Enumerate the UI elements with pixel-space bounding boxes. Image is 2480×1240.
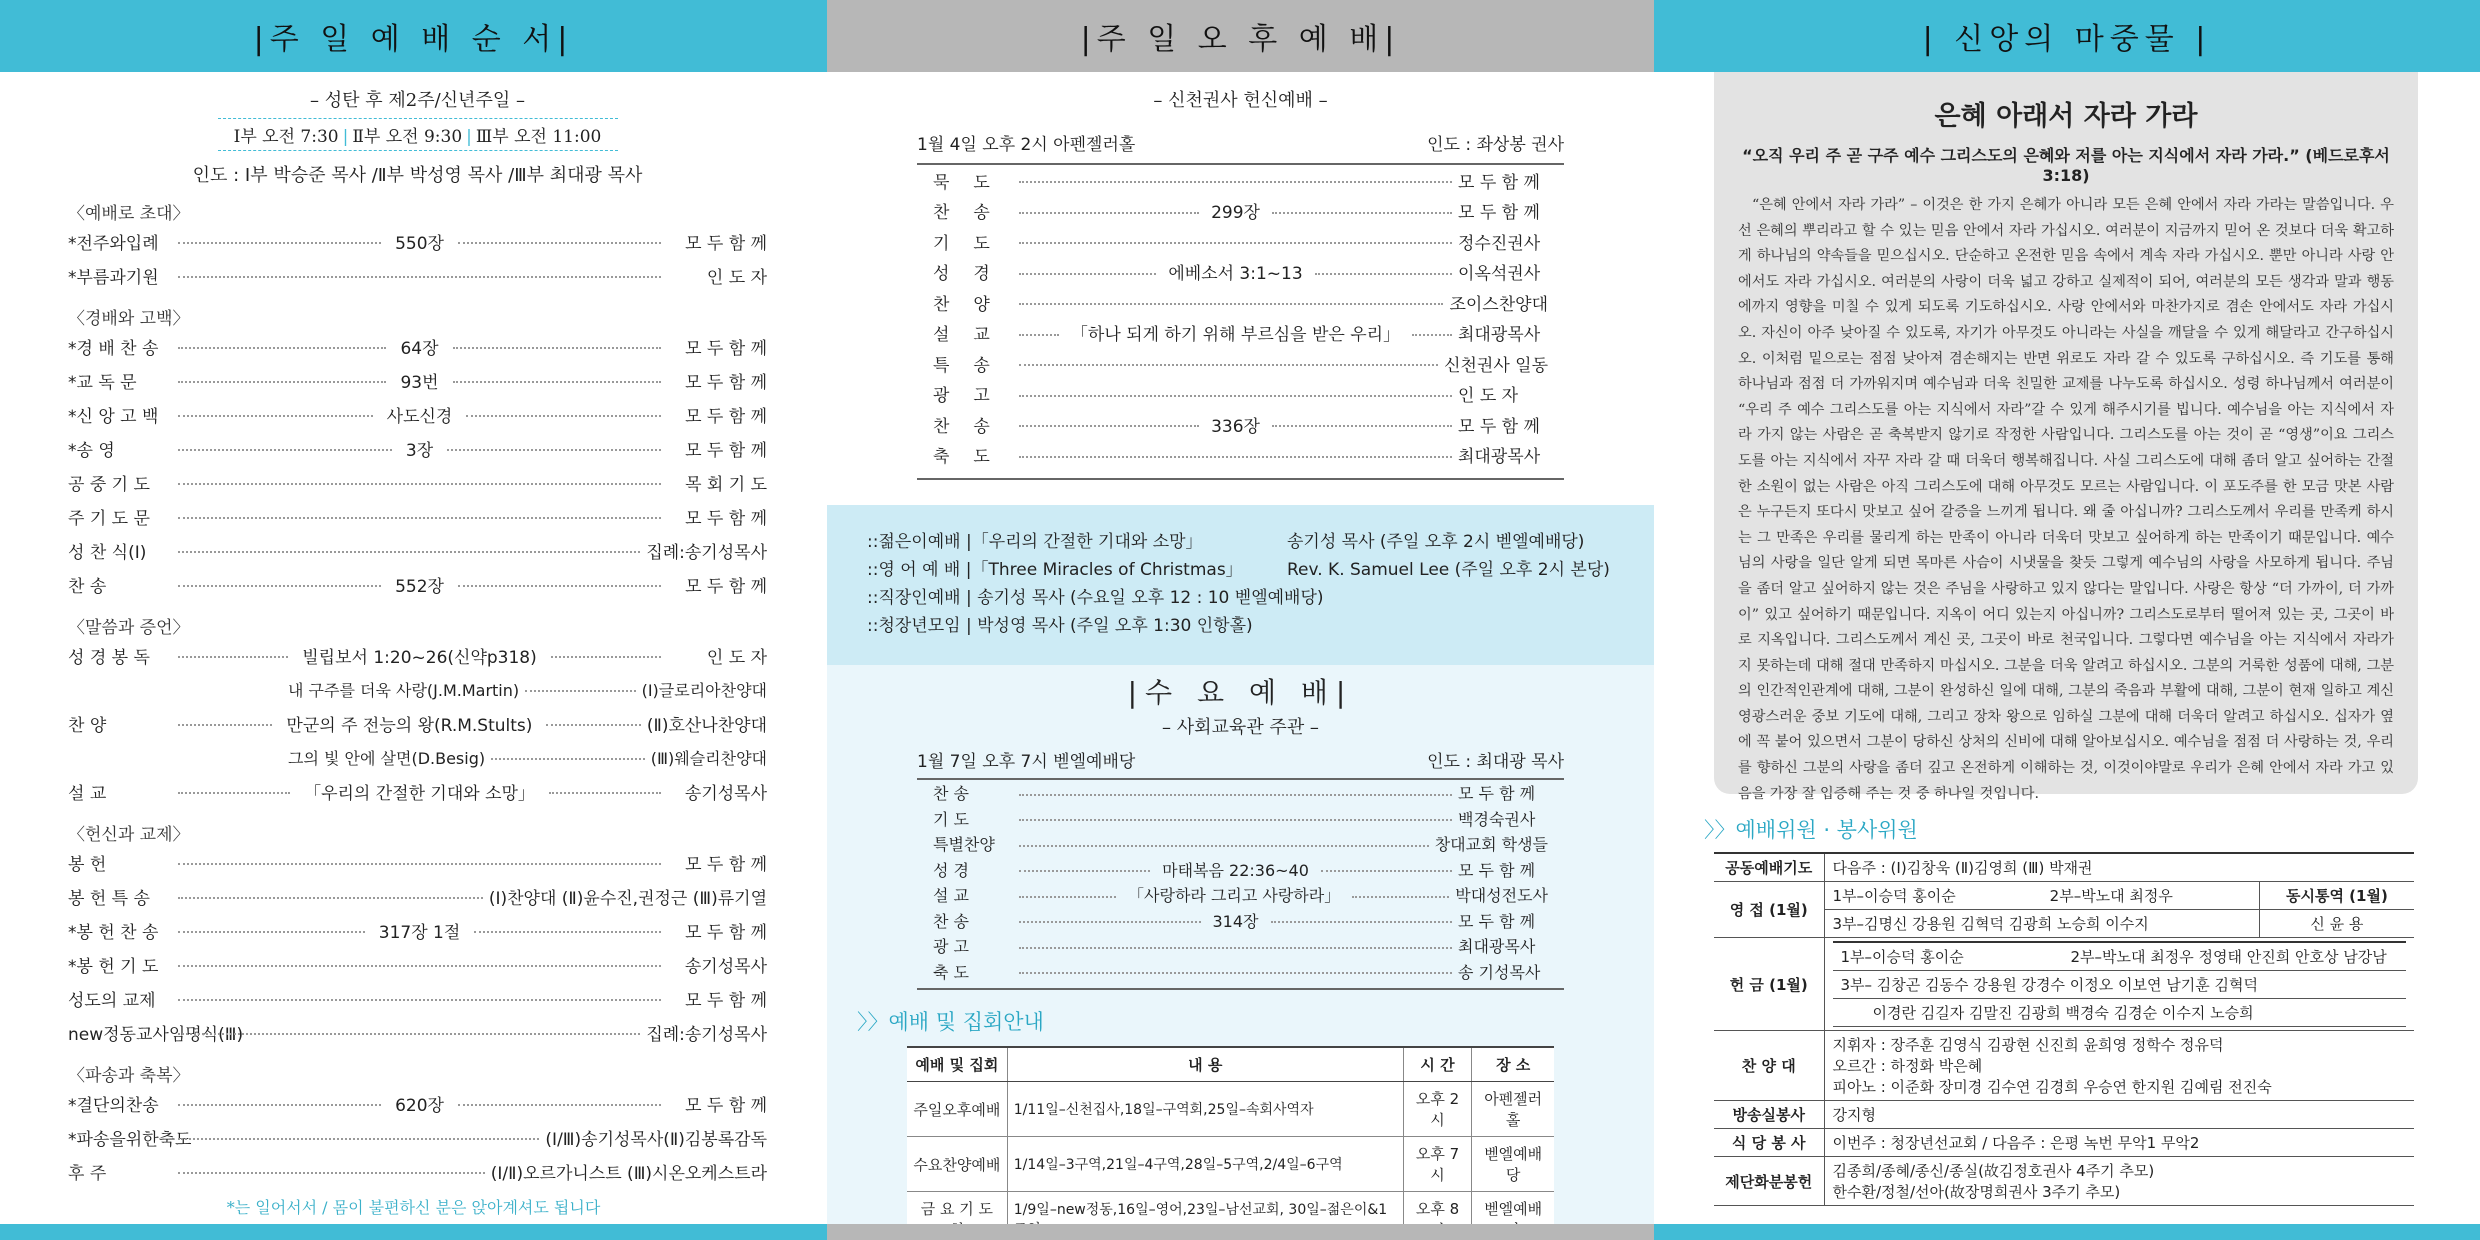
afternoon-item-label: 성경 <box>933 264 1014 285</box>
order-item-label: 봉 헌 특 송 <box>68 888 150 909</box>
staff-label: 방송실봉사 <box>1714 1101 1824 1129</box>
dot-leader <box>546 724 640 726</box>
service-time-1: Ⅰ부 오전 7:30 <box>233 127 339 147</box>
staff-line: 한수환/정철/선아(故장명희권사 3주기 추모) <box>1832 1183 2121 1201</box>
order-item-label: *봉 헌 찬 송 <box>68 922 159 943</box>
afternoon-row <box>917 196 1564 227</box>
staff-line: 1부–이승덕 홍이순 <box>1833 942 2063 971</box>
order-item-detail: 빌립보서 1:20~26(신약p318) <box>302 647 537 668</box>
order-item-label: 설 교 <box>68 783 107 804</box>
order-sub-row <box>68 672 767 706</box>
other-services-band <box>827 505 1654 665</box>
wednesday-row <box>917 806 1564 832</box>
staff-line: 2부–박노대 최정우 정영태 안진희 안호상 남강남 <box>2063 942 2407 971</box>
order-row <box>68 638 767 672</box>
afternoon-item-detail: 299장 <box>1211 203 1260 224</box>
dot-leader <box>1019 181 1452 183</box>
wednesday-item-person: 모 두 함 께 <box>1458 860 1536 880</box>
staff-label: 찬 양 대 <box>1714 1031 1824 1101</box>
order-item-person: 모 두 함 께 <box>685 233 767 254</box>
dot-leader <box>178 999 661 1001</box>
staff-title: 〉〉예배위원 · 봉사위원 <box>1704 818 1918 842</box>
order-item-label: *부름과기원 <box>68 267 159 288</box>
guide-row <box>907 1137 1554 1192</box>
guide-cell: 1/9일–new정동,16일–영어,23일–남선교회, 30일–젊은이&1 <box>1007 1192 1403 1240</box>
dot-leader <box>458 1104 661 1106</box>
wednesday-section <box>827 665 1654 1224</box>
dot-leader <box>447 449 661 451</box>
order-item-detail: 64장 <box>400 338 439 359</box>
dot-leader <box>1019 425 1199 427</box>
dot-leader <box>491 758 645 760</box>
dot-leader <box>525 690 635 692</box>
order-item-label: *교 독 문 <box>68 372 137 393</box>
order-item-detail: 620장 <box>395 1095 444 1116</box>
order-section-title: 〈경배와 고백〉 <box>68 309 190 329</box>
wednesday-item-person: 창대교회 학생들 <box>1434 835 1548 855</box>
dot-leader <box>178 863 661 865</box>
dot-leader <box>551 656 661 658</box>
afternoon-item-label: 찬송 <box>933 416 1014 437</box>
staff-label: 공동예배기도 <box>1714 853 1824 882</box>
staff-line: 김종희/종혜/종신/종실(故김정호권사 4주기 추모) <box>1832 1162 2155 1180</box>
order-item-label: 찬 송 <box>68 576 107 597</box>
dot-leader <box>1019 896 1116 898</box>
wednesday-row <box>917 882 1564 908</box>
dot-leader <box>549 792 661 794</box>
wednesday-order-list <box>917 780 1564 984</box>
standing-note: *는 일어서서 / 몸이 불편하신 분은 앉아계셔도 됩니다 <box>226 1198 601 1217</box>
afternoon-row <box>917 318 1564 349</box>
order-section-title: 〈파송과 축복〉 <box>68 1066 190 1086</box>
afternoon-leader: 인도 : 좌상봉 권사 <box>1427 135 1564 155</box>
guide-cell: 오후 7시 <box>1403 1137 1472 1192</box>
staff-value <box>1824 1157 2414 1206</box>
order-item-label: 주 기 도 문 <box>68 508 150 529</box>
english-service: ::영 어 예 배 |「Three Miracles of Christmas」 <box>867 559 1243 580</box>
order-item-person: 모 두 함 께 <box>685 922 768 943</box>
order-row <box>68 774 767 808</box>
guide-title: 〉〉예배 및 집회안내 <box>857 1010 1044 1034</box>
afternoon-item-label: 찬양 <box>933 294 1014 315</box>
youth-service: ::젊은이예배 |「우리의 간절한 기대와 소망」 <box>867 531 1203 552</box>
order-row <box>68 465 767 499</box>
wednesday-subtitle: – 사회교육관 주관 – <box>1162 717 1319 738</box>
order-item-detail: 552장 <box>395 576 444 597</box>
afternoon-item-label: 기도 <box>933 233 1014 254</box>
afternoon-item-detail: 「하나 되게 하기 위해 부르심을 받은 우리」 <box>1070 325 1401 346</box>
order-item-label: *파송을위한축도 <box>68 1129 192 1150</box>
wednesday-row <box>917 857 1564 883</box>
order-item-person: 모 두 함 께 <box>685 440 767 461</box>
order-section-title: 〈예배로 초대〉 <box>68 204 190 224</box>
wednesday-time-place: 1월 7일 오후 7시 벧엘예배당 <box>917 752 1136 772</box>
wednesday-title: |수 요 예 배| <box>1127 676 1354 709</box>
dot-leader <box>458 585 661 587</box>
service-times: Ⅰ부 오전 7:30 | Ⅱ부 오전 9:30 | Ⅲ부 오전 11:00 <box>218 118 618 151</box>
order-item-label: 봉 헌 <box>68 854 107 875</box>
order-item-detail: 550장 <box>395 233 444 254</box>
wednesday-item-label: 찬 송 <box>933 784 969 804</box>
order-item-label: *결단의찬송 <box>68 1095 159 1116</box>
staff-line: 오르간 : 하정화 박은혜 <box>1832 1057 1983 1075</box>
staff-value: 신 윤 용 <box>2259 910 2414 938</box>
dot-leader <box>453 381 661 383</box>
order-item-person: (Ⅱ)호산나찬양대 <box>646 715 767 736</box>
dot-leader <box>178 897 483 899</box>
devotional-body: “은혜 안에서 자라 가라” – 이것은 한 가지 은혜가 아니라 모든 은혜 안에서 자라 가라는 말씀입니다. 우선 은혜의 뿌리라고 할 수 있는 믿음 안에서 자라 가십시오. 여러분이 지금까지 믿어 온 것보다 더욱 확고하게 하나님의 약속들을 믿으십시오. 단순하고 온전한 믿음 속에서 계속 자라 가십시오. 뿐만 아니라 사랑 안에서도 자라 가십시오. 여러분의 사랑이 더욱 넓고 강하고 실제적이 되어, 여러분의 모든 생각과 말과 행동에까지 영향을 미칠 수 있게 되도록 기도하십시오. 사랑 안에서와 마찬가지로 겸손 안에서도 자라 가십시오. 자신이 아주 낮아질 수 있도록, 자기가 아무것도 아니라는 사실을 깨달을 수 있게 해달라고 간구하십시오. 이처럼 밑으로는 점점 낮아져 겸손해지는 반면 위로도 자라 갈 수 있도록 구하십시오. 즉 기도를 통해 하나님과 점점 더 가까워지며 예수님과 더욱 친밀한 교제를 나누도록 하십시오. 성령 하나님께서 여러분이 “우리 주 예수 그리스도를 아는 지식에서 자라”갈 수 있게 해주시기를 빕니다. 예수님을 아는 지식에서 자라 가지 않는 사람은 곧 축복받지 않기로 작정한 사람입니다. 그리스도를 아는 것이 곧 “영생”이요 그리스도를 아는 지식에서 자꾸 자라 갈 때 더욱더 행복해집니다. 사실 그리스도에 대해 좀더 알고 싶어하는 간절한 소원이 없는 사람은 아직 그리스도에 대해 아무것도 모르는 사람입니다. 이 포도주를 한 모금 맛본 사람은 누구든지 또다시 맛보고 싶어 갈증을 느끼게 됩니다. 왜 줄 아십니까? 그리스도께서 우리를 만족케 하시는 그 만족은 우리를 물리게 하는 만족이 아니라 더욱더 맛보고 싶어하게 하는 만족이기 때문입니다. 예수님의 사랑을 일단 알게 되면 목마른 사슴이 시냇물을 찾듯 그렇게 예수님의 사랑을 사모하게 됩니다. 주님을 좀더 알고 싶어하지 않는 것은 주님을 사랑하고 있지 않다는 말입니다. 사랑은 항상 “더 가까이, 더 가까이” 있고 싶어하기 때문입니다. 지옥이 어디 있는지 아십니까? 그리스도로부터 떨어져 있는 곳, 그곳이 바로 지옥입니다. 그리스도께서 계신 곳, 그곳이 바로 천국입니다. 그렇다면 예수님을 아는 지식에서 자라가지 못하는데 대해 절대 만족하지 마십시오. 그분을 더욱 알려고 하십시오. 그분의 거룩한 성품에 대해, 그분의 인간적인관계에 대해, 그분이 완성하신 일에 대해, 그분의 죽음과 부활에 대해, 그분이 현재 일하고 계신 영광스러운 중보 기도에 대해, 그리고 장차 왕으로 임하실 그분에 대해 더욱더 알려고 하십시오. 십자가 옆에 꼭 붙어 있으면서 그분이 당하신 상처의 신비에 대해 알아보십시오. 예수님을 점점 더 사랑하는 것, 우리를 향하신 그분의 사랑을 좀더 깊고 온전하게 이해하는 것, 이것이야말로 우리가 은혜 안에서 자라 가고 있음을 가장 잘 입증해 주는 것 중 하나일 것입니다. <box>1738 197 2394 802</box>
order-item-person: (Ⅰ)글로리아찬양대 <box>641 680 767 700</box>
guide-header: 시 간 <box>1403 1047 1472 1082</box>
dot-leader <box>178 517 661 519</box>
order-section-title: 〈말씀과 증언〉 <box>68 618 190 638</box>
dot-leader <box>1019 845 1429 847</box>
order-item-person: 모 두 함 께 <box>685 576 767 597</box>
devotional-title: 은혜 아래서 자라 가라 <box>1934 101 2198 132</box>
order-row <box>68 1154 767 1188</box>
order-row <box>68 397 767 431</box>
order-item-person: 송기성목사 <box>684 783 768 804</box>
order-item-label: *신 앙 고 백 <box>68 406 159 427</box>
afternoon-row <box>917 409 1564 440</box>
dot-leader <box>1019 273 1156 275</box>
wednesday-item-person: 송 기성목사 <box>1458 962 1541 982</box>
afternoon-header: |주 일 오 후 예 배| <box>827 0 1654 72</box>
afternoon-row <box>917 348 1564 379</box>
staff-table <box>1714 852 2414 1206</box>
dot-leader <box>178 551 640 553</box>
dot-leader <box>1019 819 1452 821</box>
youth-service-info: 송기성 목사 (주일 오후 2시 벧엘예배당) <box>1287 531 1585 552</box>
order-item-person: 모 두 함 께 <box>685 990 767 1011</box>
dot-leader <box>178 242 381 244</box>
afternoon-item-person: 인 도 자 <box>1458 386 1519 407</box>
order-row <box>68 845 767 879</box>
worship-order-panel <box>0 0 827 1240</box>
dot-leader <box>1019 794 1452 796</box>
guide-table <box>907 1046 1554 1240</box>
order-row <box>68 567 767 601</box>
guide-cell: 금 요 기 도 <box>907 1192 1007 1240</box>
order-item-detail: 317장 1절 <box>378 922 461 943</box>
staff-line: 이경란 김길자 김말진 김광희 백경숙 김경순 이수지 노승희 <box>1833 999 2407 1027</box>
afternoon-row <box>917 379 1564 410</box>
order-item-label: 성도의 교제 <box>68 990 156 1011</box>
order-sub-row <box>68 740 767 774</box>
staff-value: 강지형 <box>1824 1101 2414 1129</box>
service-time-2: Ⅱ부 오전 9:30 <box>352 127 463 147</box>
order-item-label: 후 주 <box>68 1163 107 1184</box>
order-item-person: 집례:송기성목사 <box>646 1024 767 1045</box>
staff-value <box>1824 1031 2414 1101</box>
afternoon-item-person: 이옥석권사 <box>1458 264 1541 285</box>
wednesday-row <box>917 908 1564 934</box>
guide-row <box>907 1082 1554 1137</box>
afternoon-meta <box>917 130 1564 165</box>
staff-value: 3부–김명신 강용원 김혁덕 김광희 노승희 이수지 <box>1824 910 2259 938</box>
workers-service: ::직장인예배 | 송기성 목사 (수요일 오후 12 : 10 벧엘예배당) <box>867 587 1324 608</box>
staff-value <box>1824 938 2414 1031</box>
order-item-label: *전주와입례 <box>68 233 159 254</box>
afternoon-time-place: 1월 4일 오후 2시 아펜젤러홀 <box>917 135 1136 155</box>
faith-panel <box>1654 0 2480 1240</box>
dot-leader <box>1019 212 1199 214</box>
staff-label: 영 접 (1월) <box>1714 882 1824 938</box>
order-item-label: *송 영 <box>68 440 115 461</box>
wednesday-item-label: 설 교 <box>933 886 969 906</box>
dot-leader <box>1352 896 1449 898</box>
order-item-detail: 3장 <box>405 440 434 461</box>
dot-leader <box>178 415 373 417</box>
order-row <box>68 533 767 567</box>
dot-leader <box>466 415 661 417</box>
wednesday-item-label: 광 고 <box>933 937 969 957</box>
dot-leader <box>1019 395 1452 397</box>
order-item-detail: 그의 빛 안에 살면(D.Besig) <box>288 748 486 768</box>
afternoon-item-label: 광고 <box>933 386 1014 407</box>
order-row <box>68 431 767 465</box>
dot-leader <box>1315 273 1452 275</box>
guide-cell: 벧엘예배당 <box>1472 1137 1554 1192</box>
order-item-detail: 93번 <box>400 372 439 393</box>
footer-bar <box>1654 1224 2480 1240</box>
afternoon-item-label: 설교 <box>933 325 1014 346</box>
devotional-box <box>1714 72 2418 802</box>
wednesday-item-label: 축 도 <box>933 962 969 982</box>
order-item-person: (Ⅰ/Ⅱ)오르가니스트 (Ⅲ)시온오케스트라 <box>490 1163 767 1184</box>
staff-line: 지휘자 : 장주훈 김영식 김광현 신진희 윤희영 정학수 정유덕 <box>1832 1036 2224 1054</box>
afternoon-item-label: 특송 <box>933 355 1014 376</box>
dot-leader <box>178 449 392 451</box>
order-item-label: 성 경 봉 독 <box>68 647 150 668</box>
order-row <box>68 913 767 947</box>
order-row <box>68 1086 767 1120</box>
order-row <box>68 499 767 533</box>
afternoon-item-detail: 336장 <box>1211 416 1260 437</box>
wednesday-item-detail: 314장 <box>1212 911 1259 931</box>
afternoon-order-list <box>917 165 1564 470</box>
wednesday-item-person: 최대광목사 <box>1458 937 1536 957</box>
order-item-label: new정동교사임명식(Ⅲ) <box>68 1024 244 1045</box>
staff-value: 1부–이승덕 홍이순 <box>1824 882 2042 910</box>
guide-cell: 1/14일–3구역,21일–4구역,28일–5구역,2/4일–6구역 <box>1007 1137 1403 1192</box>
staff-value: 다음주 : (Ⅰ)김창욱 (Ⅱ)김영희 (Ⅲ) 박재권 <box>1824 853 2414 882</box>
dot-leader <box>178 483 661 485</box>
afternoon-row <box>917 257 1564 288</box>
dot-leader <box>1271 921 1453 923</box>
dot-leader <box>1272 425 1452 427</box>
dot-leader <box>1019 972 1452 974</box>
footer-bar <box>827 1224 1654 1240</box>
order-row <box>68 947 767 981</box>
afternoon-item-person: 모 두 함 께 <box>1458 416 1540 437</box>
order-item-detail: 「우리의 간절한 기대와 소망」 <box>304 783 535 804</box>
afternoon-item-person: 최대광목사 <box>1458 325 1541 346</box>
staff-line: 피아노 : 이준화 장미경 김수연 김경희 우승연 한지원 김예림 전진숙 <box>1832 1078 2272 1096</box>
dot-leader <box>453 347 661 349</box>
order-item-person: 집례:송기성목사 <box>646 542 767 563</box>
wednesday-row <box>917 780 1564 806</box>
dot-leader <box>1272 212 1452 214</box>
guide-cell: 오후 2시 <box>1403 1082 1472 1137</box>
staff-line: 3부– 김창곤 김동수 강용원 강경수 이정오 이보연 남기훈 김혁덕 <box>1833 971 2407 999</box>
afternoon-item-person: 최대광목사 <box>1458 447 1541 468</box>
afternoon-item-label: 찬송 <box>933 203 1014 224</box>
order-item-detail: 사도신경 <box>386 406 453 427</box>
staff-value: 이번주 : 청장년선교회 / 다음주 : 은평 녹번 무악1 무악2 <box>1824 1129 2414 1157</box>
adult-meeting: ::청장년모임 | 박성영 목사 (주일 오후 1:30 인항홀) <box>867 615 1253 636</box>
dot-leader <box>1019 242 1452 244</box>
order-item-person: 인 도 자 <box>706 267 767 288</box>
dot-leader <box>1019 303 1443 305</box>
guide-cell: 수요찬양예배 <box>907 1137 1007 1192</box>
dot-leader <box>178 724 272 726</box>
order-row <box>68 1015 767 1049</box>
dot-leader <box>178 792 290 794</box>
order-item-label: *봉 헌 기 도 <box>68 956 159 977</box>
dot-leader <box>178 656 288 658</box>
wednesday-item-label: 기 도 <box>933 809 969 829</box>
dot-leader <box>1412 334 1452 336</box>
service-leaders: 인도 : Ⅰ부 박승준 목사 /Ⅱ부 박성영 목사 /Ⅲ부 최대광 목사 <box>192 165 643 186</box>
order-item-detail: 내 구주를 더욱 사랑(J.M.Martin) <box>288 680 520 700</box>
order-row <box>68 706 767 740</box>
dot-leader <box>178 931 365 933</box>
staff-label: 헌 금 (1월) <box>1714 938 1824 1031</box>
dot-leader <box>178 1172 485 1174</box>
order-item-label: 공 중 기 도 <box>68 474 150 495</box>
order-item-person: 모 두 함 께 <box>685 372 767 393</box>
afternoon-item-person: 조이스찬양대 <box>1449 294 1548 315</box>
wednesday-item-detail: 마태복음 22:36~40 <box>1162 860 1309 880</box>
dot-leader <box>1321 870 1452 872</box>
dot-leader <box>1019 456 1452 458</box>
order-item-person: 모 두 함 께 <box>685 406 768 427</box>
afternoon-item-person: 모 두 함 께 <box>1458 172 1540 193</box>
staff-label: 식 당 봉 사 <box>1714 1129 1824 1157</box>
dot-leader <box>178 965 661 967</box>
dot-leader <box>474 931 661 933</box>
order-item-label: 성 찬 식(Ⅰ) <box>68 542 147 563</box>
order-item-person: 모 두 함 께 <box>685 508 767 529</box>
order-list <box>68 199 767 1188</box>
order-row <box>68 879 767 913</box>
dot-leader <box>178 276 661 278</box>
guide-cell: 아펜젤러홀 <box>1472 1082 1554 1137</box>
afternoon-item-person: 모 두 함 께 <box>1458 203 1540 224</box>
staff-value: 2부–박노대 최정우 <box>2042 882 2260 910</box>
order-row <box>68 329 767 363</box>
afternoon-row <box>917 440 1564 471</box>
service-time-3: Ⅲ부 오전 11:00 <box>475 127 602 147</box>
guide-cell: 오후 8 <box>1403 1192 1472 1240</box>
wednesday-item-label: 찬 송 <box>933 911 969 931</box>
afternoon-item-label: 묵도 <box>933 172 1014 193</box>
guide-header: 장 소 <box>1472 1047 1554 1082</box>
dot-leader <box>178 585 381 587</box>
order-item-person: 모 두 함 께 <box>685 854 767 875</box>
dot-leader <box>178 347 386 349</box>
dot-leader <box>458 242 661 244</box>
faith-header: | 신앙의 마중물 | <box>1654 0 2480 72</box>
afternoon-row <box>917 287 1564 318</box>
dot-leader <box>1019 364 1438 366</box>
english-service-info: Rev. K. Samuel Lee (주일 오후 2시 본당) <box>1287 559 1610 580</box>
wednesday-row <box>917 959 1564 985</box>
wednesday-item-person: 백경숙권사 <box>1458 809 1536 829</box>
wednesday-item-person: 모 두 함 께 <box>1458 911 1536 931</box>
order-item-person: 모 두 함 께 <box>685 338 767 359</box>
wednesday-item-label: 성 경 <box>933 860 969 880</box>
dot-leader <box>178 1138 539 1140</box>
guide-cell: 벧엘예배 <box>1472 1192 1554 1240</box>
order-item-person: (Ⅰ)찬양대 (Ⅱ)윤수진,권정근 (Ⅲ)류기열 <box>488 888 767 909</box>
order-row <box>68 224 767 258</box>
order-item-person: 송기성목사 <box>684 956 767 977</box>
afternoon-item-label: 축도 <box>933 447 1014 468</box>
order-item-person: 인 도 자 <box>706 647 767 668</box>
wednesday-leader: 인도 : 최대광 목사 <box>1427 752 1564 772</box>
order-row <box>68 258 767 292</box>
afternoon-row <box>917 165 1564 196</box>
dot-leader <box>178 1104 381 1106</box>
order-row <box>68 1120 767 1154</box>
order-item-label: *경 배 찬 송 <box>68 338 159 359</box>
wednesday-row <box>917 933 1564 959</box>
wednesday-item-person: 모 두 함 께 <box>1458 784 1536 804</box>
order-item-label: 찬 양 <box>68 715 107 736</box>
order-item-person: (Ⅲ)웨슬리찬양대 <box>650 748 767 768</box>
order-item-person: 모 두 함 께 <box>685 1095 767 1116</box>
wednesday-row <box>917 831 1564 857</box>
dot-leader <box>178 381 386 383</box>
dot-leader <box>1019 334 1059 336</box>
afternoon-item-person: 정수진권사 <box>1458 233 1541 254</box>
guide-header: 예배 및 집회 <box>907 1047 1007 1082</box>
guide-header: 내 용 <box>1007 1047 1403 1082</box>
staff-label: 동시통역 (1월) <box>2259 882 2414 910</box>
order-section-title: 〈헌신과 교제〉 <box>68 825 190 845</box>
guide-cell: 주일오후예배 <box>907 1082 1007 1137</box>
afternoon-subtitle: – 신천권사 헌신예배 – <box>1153 90 1328 111</box>
wednesday-meta <box>917 747 1564 780</box>
afternoon-service-panel <box>827 0 1654 1240</box>
order-item-person: (Ⅰ/Ⅲ)송기성목사(Ⅱ)김봉록감독 <box>545 1129 767 1150</box>
worship-order-header: |주 일 예 배 순 서| <box>0 0 827 72</box>
afternoon-row <box>917 226 1564 257</box>
dot-leader <box>178 1033 640 1035</box>
afternoon-item-detail: 에베소서 3:1~13 <box>1168 264 1303 285</box>
staff-label: 제단화분봉헌 <box>1714 1157 1824 1206</box>
dot-leader <box>1019 921 1201 923</box>
order-row <box>68 363 767 397</box>
dot-leader <box>1019 947 1452 949</box>
devotional-verse: “오직 우리 주 곧 구주 예수 그리스도의 은혜와 저를 아는 지식에서 자라 가라.” (베드로후서 3:18) <box>1742 146 2390 185</box>
wednesday-item-person: 박대성전도사 <box>1455 886 1549 906</box>
wednesday-item-label: 특별찬양 <box>933 835 995 855</box>
afternoon-item-person: 신천권사 일동 <box>1444 355 1548 376</box>
order-row <box>68 981 767 1015</box>
wednesday-item-detail: 「사랑하라 그리고 사랑하라」 <box>1128 886 1341 906</box>
order-item-detail: 만군의 주 전능의 왕(R.M.Stults) <box>286 715 533 736</box>
guide-cell: 1/11일–신천집사,18일–구역회,25일–속회사역자 <box>1007 1082 1403 1137</box>
order-item-person: 목 회 기 도 <box>685 474 767 495</box>
season-title: – 성탄 후 제2주/신년주일 – <box>310 90 525 111</box>
dot-leader <box>1019 870 1150 872</box>
footer-bar <box>0 1224 827 1240</box>
